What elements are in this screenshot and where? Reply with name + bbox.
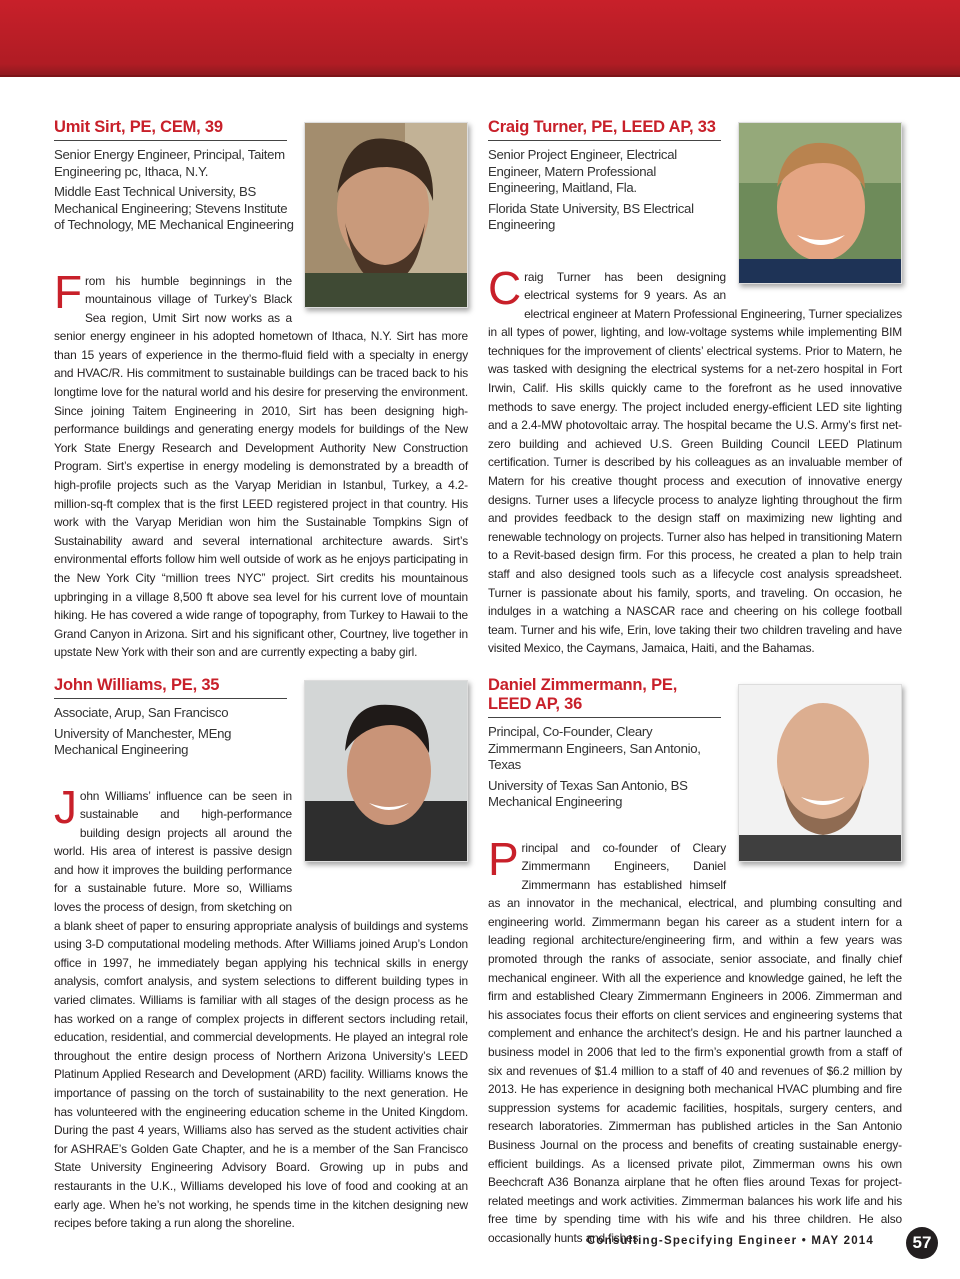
- profile-title: Associate, Arup, San Francisco: [54, 705, 229, 720]
- profile-bio: [54, 265, 468, 662]
- header-band: [0, 0, 960, 77]
- profile-education: Florida State University, BS Electrical Engineering: [488, 200, 694, 232]
- drop-cap: F: [54, 265, 82, 318]
- profile-bio-text: raig Turner has been designing electrical systems for 9 years. As an electrical engineer at Matern Professional Engineering, Turner specializes in all types of power, lighting, and low-voltage systems while implementing BIM techniques for the improvement of clients’ electrical systems. Prior to Matern, he was tasked with designing the electrical systems for a net-zero hospital in Fort Irwin, Calif. His skills quickly came to the forefront as he used innovative methods to save energy. The project included energy-efficient LED site lighting and a 2.4-MW photovoltaic array. The hospital became the U.S. Army’s first net-zero building and achieved U.S. Green Building Council LEED Platinum certification. Turner is described by his colleagues as an invaluable member of Matern for his creative thought process and execution of innovative energy designs. Turner uses a lifecycle process to analyze lighting throughout the firm and provides feedback to the design staff on maximizing new lighting and renewable technology on projects. Turner also has helped in transitioning Matern to a Revit-based design firm. For this process, he created a plan to help train staff and also designed tools such as a lifecycle cost analysis spreadsheet. Turner is passionate about his family, sports, and traveling. On occasion, he indulges in a watching a NASCAR race and cheering on his college football team. Turner and his wife, Erin, love taking their two children traveling and have visited Mexico, the Caymans, Jamaica, Haiti, and the Bahamas.: [488, 269, 902, 656]
- profile-name: Daniel Zimmermann, PE, LEED AP, 36: [488, 676, 721, 718]
- drop-cap: C: [488, 261, 522, 314]
- profile-name: Craig Turner, PE, LEED AP, 33: [488, 118, 721, 141]
- profile-bio: [488, 261, 902, 658]
- profile-name: Umit Sirt, PE, CEM, 39: [54, 118, 287, 141]
- page-number: 57: [906, 1227, 938, 1259]
- profile-bio-text: rincipal and co-founder of Cleary Zimmermann Engineers, Daniel Zimmermann has established himself as an innovator in the mechanical, electrical, and plumbing consulting and engineering world. Zimmermann began his career as a student intern for a leading regional architecture/engineering firm, and within a few years was promoted through the ranks of associate, senior associate, and finally chief mechanical engineer. With all the experience and knowledge gained, he left the firm and established Cleary Zimmermann Engineers in 2006. Zimmerman and his associates focus their efforts on client services and engineering systems that complement and enhance the architect’s design. He and his partner launched a business model in 2006 that led to the firm’s exponential growth from a staff of six and revenues of $1.4 million to a staff of 40 and revenues of $6.2 million by 2013. He has experience in designing both mechanical HVAC plumbing and fire suppression systems for academic facilities, hospitals, surgery centers, and research laboratories. Zimmerman has published articles in the San Antonio Business Journal on the process and benefits of creating sustainable energy-efficient buildings. As a licensed private pilot, Zimmerman owns his own Beechcraft A36 Bonanza airplane that he often flies around Texas for project-related meetings and work activities. Zimmerman balances his work life and his free time by spending time with his wife and his three children. He also occasionally hunts and fishes.: [488, 840, 902, 1245]
- footer-magazine: Consulting-Specifying Engineer • MAY 2014: [586, 1235, 874, 1247]
- profile-name: John Williams, PE, 35: [54, 676, 287, 699]
- drop-cap: P: [488, 832, 519, 885]
- profile-bio-text: rom his humble beginnings in the mountainous village of Turkey’s Black Sea region, Umit Sirt now works as a senior energy engineer in his adopted hometown of Ithaca, N.Y. Sirt has more than 15 years of experience in the thermo-fluid field with a specialty in energy and HVAC/R. His commitment to sustainable buildings can be traced back to his longtime love for the natural world and his desire for preserving the environment. Since joining Taitem Engineering in 2010, Sirt has been designing high-performance buildings and generating energy models for buildings of the New York State Energy Research and Development Authority New Construction Program. Sirt’s expertise in energy modeling is demonstrated by a breadth of high-profile projects such as the Varyap Meridian in Istanbul, Turkey, a 4.2-million-sq-ft complex that is the first LEED registered project in that country. His work with the Varyap Meridian won him the Sustainable Tompkins Sign of Sustainability award and several international architecture awards. Sirt’s environmental efforts follow him well outside of work as he enjoys participating in the New York City “million trees NYC” project. Sirt credits his mountainous upbringing in a village 8,500 ft above sea level for his current love of mountain hiking. He has covered a wide range of topography, from Turkey to Hawaii to the Grand Canyon in Arizona. Sirt and his significant other, Courtney, live together in upstate New York with their son and are currently expecting a baby girl.: [54, 273, 468, 660]
- profile-umit-sirt: [54, 118, 468, 662]
- profile-daniel-zimmermann: [488, 676, 902, 1248]
- profile-title: Senior Project Engineer, Electrical Engineer, Matern Professional Engineering, Maitland, Fla.: [488, 147, 677, 195]
- profile-title: Principal, Co-Founder, Cleary Zimmermann Engineers, San Antonio, Texas: [488, 724, 701, 772]
- profile-title: Senior Energy Engineer, Principal, Taitem Engineering pc, Ithaca, N.Y.: [54, 147, 285, 179]
- profile-education: University of Manchester, MEng Mechanical Engineering: [54, 725, 232, 757]
- drop-cap: J: [54, 780, 77, 833]
- profile-education: Middle East Technical University, BS Mechanical Engineering; Stevens Institute of Technology, ME Mechanical Engineering: [54, 184, 294, 232]
- profile-bio-text: ohn Williams’ influence can be seen in sustainable and high-performance building design projects all around the world. His area of interest is passive design and how it improves the building performance for a sustainable future. More so, Williams loves the process of design, from sketching on a blank sheet of paper to ensuring appropriate analysis of buildings and systems using 3-D computational modeling methods. After Williams joined Arup’s London office in 1997, he immediately began applying his technical skills in energy analysis, comfort analysis, and system selections to different building types in varied climates. Williams is familiar with all stages of the design process as he has worked on a range of complex projects in different sectors including retail, education, residential, and commercial developments. He played an integral role throughout the entire design process of Northern Arizona University’s LEED Platinum Applied Research and Development (ARD) facility. Williams knows the importance of passing on the torch of sustainability to the next generation. He has volunteered with the engineering education scheme in the United Kingdom. During the past 4 years, Williams also has served as the student activities chair for ASHRAE’s Golden Gate Chapter, and he is a member of the San Francisco State University Engineering Advisory Board. Growing up in pubs and restaurants in the U.K., Williams developed his love of food and cooking at an early age. When he’s not working, he spends time in the kitchen designing new recipes before taking a run along the shoreline.: [54, 788, 468, 1231]
- profile-education: University of Texas San Antonio, BS Mechanical Engineering: [488, 777, 688, 809]
- profile-craig-turner: [488, 118, 902, 658]
- profile-bio: [488, 832, 902, 1248]
- profile-john-williams: [54, 676, 468, 1233]
